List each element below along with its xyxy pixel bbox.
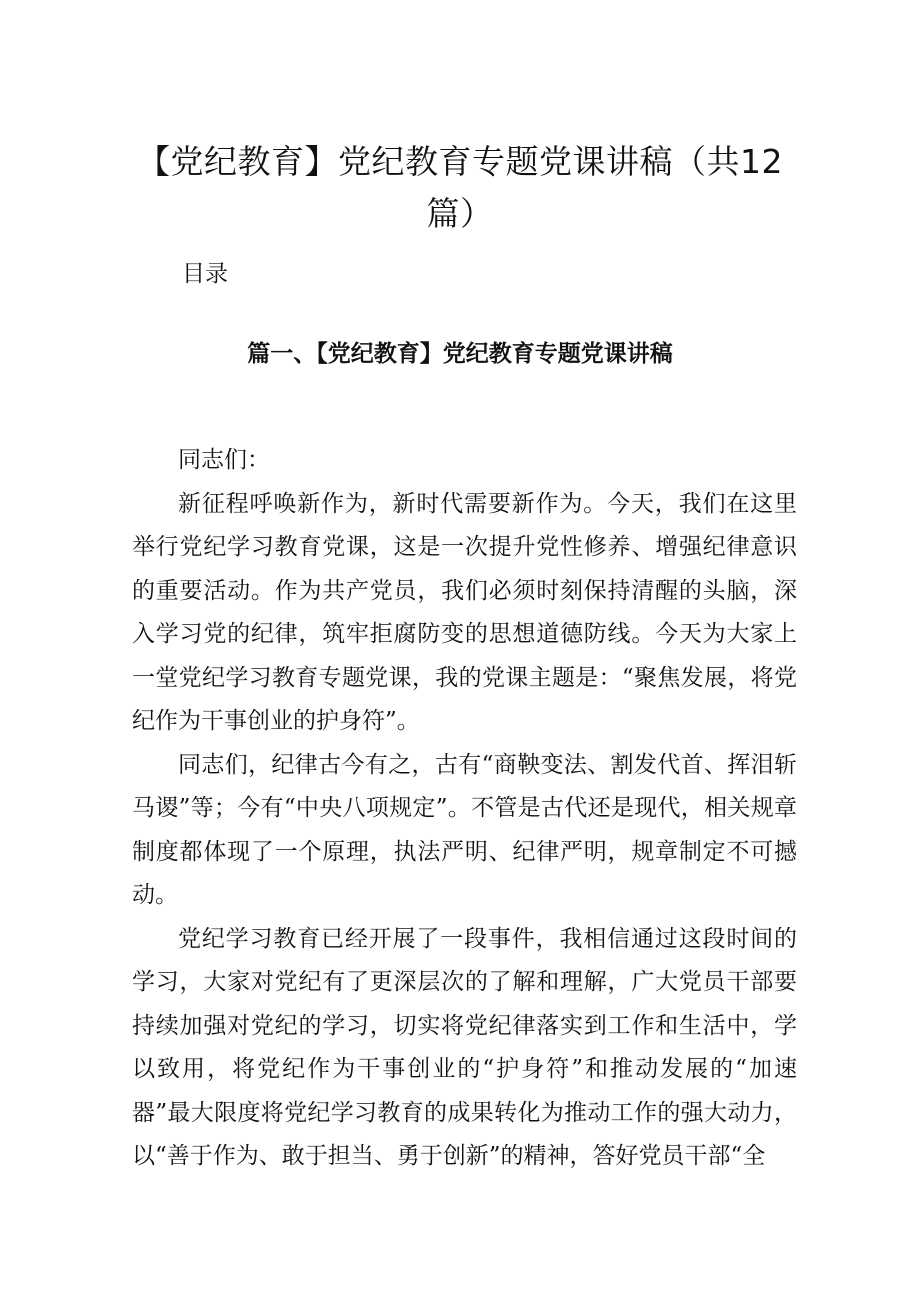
document-body (132, 439, 797, 1179)
chapter-title: 篇一、【党纪教育】党纪教育专题党课讲稿 (247, 340, 673, 367)
body-paragraph: 新征程呼唤新作为，新时代需要新作为。今天，我们在这里举行党纪学习教育党课，这是一次提升党性修养、增强纪律意识的重要活动。作为共产党员，我们必须时刻保持清醒的头脑，深入学习党的纪律，筑牢拒腐防变的思想道德防线。今天为大家上一堂党纪学习教育专题党课，我的党课主题是：“聚焦发展，将党纪作为干事创业的护身符”。 (132, 490, 797, 734)
body-paragraph: 同志们，纪律古今有之，古有“商鞅变法、割发代首、挥泪斩马谡”等；今有“中央八项规定”。不管是古代还是现代，相关规章制度都体现了一个原理，执法严明、纪律严明，规章制定不可撼动。 (132, 751, 797, 908)
table-of-contents-label: 目录 (182, 261, 228, 287)
document-title: 【党纪教育】党纪教育专题党课讲稿（共12篇） (137, 142, 783, 233)
body-paragraph: 党纪学习教育已经开展了一段事件，我相信通过这段时间的学习，大家对党纪有了更深层次的了解和理解，广大党员干部要持续加强对党纪的学习，切实将党纪律落实到工作和生活中，学以致用，将党纪作为干事创业的“护身符”和推动发展的“加速器”最大限度将党纪学习教育的成果转化为推动工作的强大动力，以“善于作为、敢于担当、勇于创新”的精神，答好党员干部“全 (132, 925, 797, 1169)
salutation-paragraph: 同志们： (178, 447, 270, 473)
